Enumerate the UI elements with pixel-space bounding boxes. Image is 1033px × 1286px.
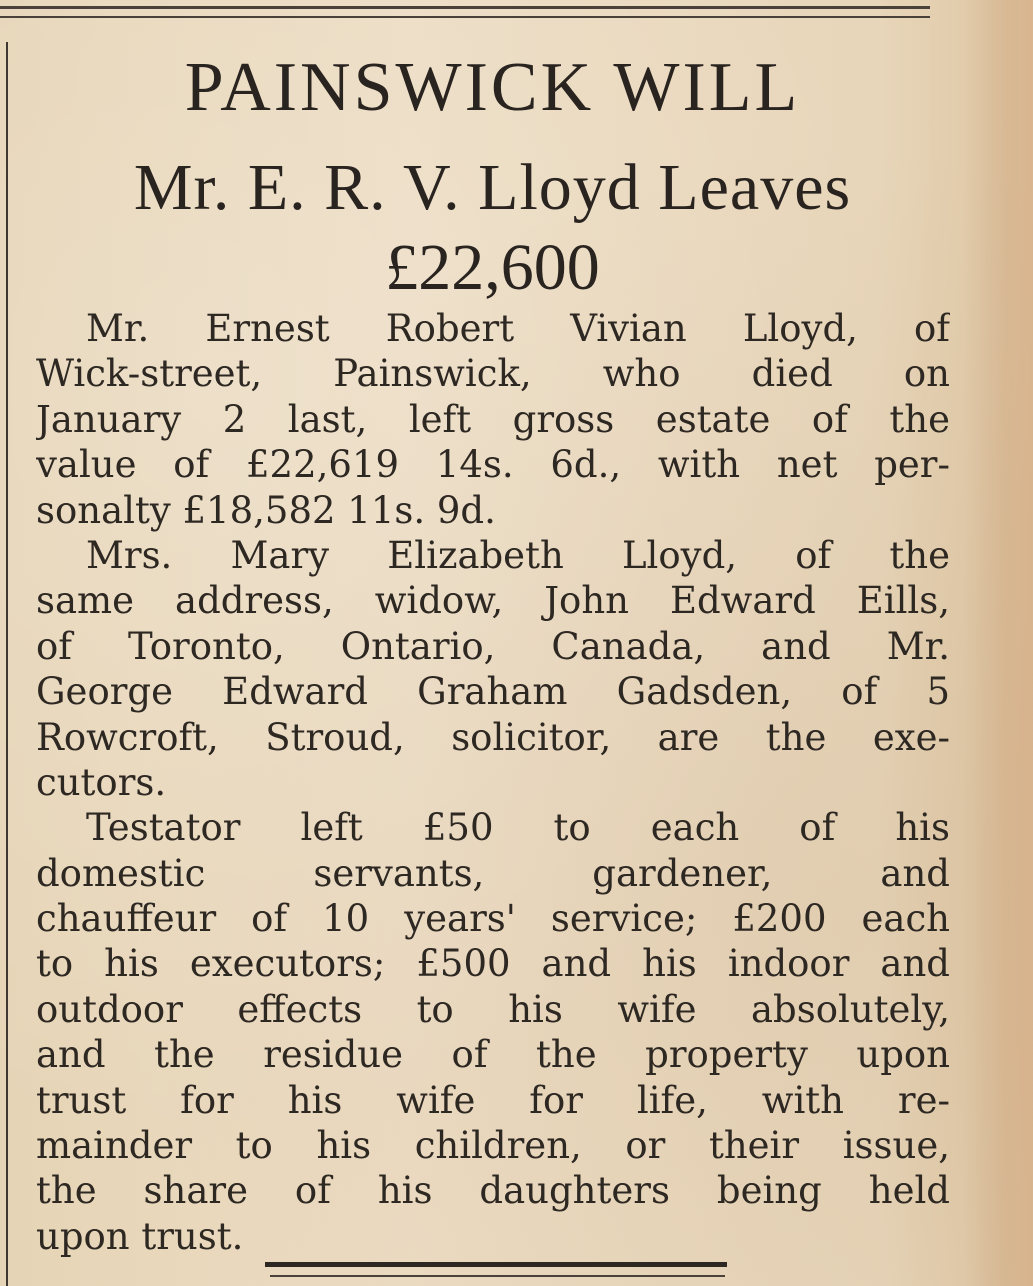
paragraph-3-line-5: outdoor effects to his wife absolutely, xyxy=(36,987,950,1031)
paragraph-3-line-9: the share of his daughters being held xyxy=(36,1169,950,1213)
article-body xyxy=(36,306,950,1259)
paragraph-3-line-1: Testator left £50 to each of his xyxy=(86,806,950,850)
headline: PAINSWICK WILL xyxy=(184,49,801,126)
paragraph-1-line-2: Wick-street, Painswick, who died on xyxy=(36,352,950,396)
bottom-rule-thin xyxy=(270,1275,725,1277)
subheadline: Mr. E. R. V. Lloyd Leaves xyxy=(133,151,852,224)
paragraph-2-line-2: same address, widow, John Edward Eills, xyxy=(36,579,950,623)
paragraph-3-line-6: and the residue of the property upon xyxy=(36,1033,950,1077)
paragraph-1-line-3: January 2 last, left gross estate of the xyxy=(36,397,950,441)
bottom-rule xyxy=(265,1262,727,1267)
paragraph-3-line-7: trust for his wife for life, with re- xyxy=(36,1078,950,1122)
paragraph-1-line-5: sonalty £18,582 11s. 9d. xyxy=(36,488,496,532)
paragraph-3-line-2: domestic servants, gardener, and xyxy=(36,851,950,895)
top-rule xyxy=(0,6,930,9)
paragraph-3-line-4: to his executors; £500 and his indoor and xyxy=(36,942,950,986)
paragraph-3-line-10: upon trust. xyxy=(36,1214,244,1258)
paragraph-2-line-1: Mrs. Mary Elizabeth Lloyd, of the xyxy=(86,533,950,577)
paragraph-2-line-3: of Toronto, Ontario, Canada, and Mr. xyxy=(36,624,950,668)
top-rule-thin xyxy=(0,16,930,18)
paragraph-3-line-8: mainder to his children, or their issue, xyxy=(36,1124,950,1168)
subheadline-amount: £22,600 xyxy=(385,231,600,304)
paragraph-3-line-3: chauffeur of 10 years' service; £200 each xyxy=(36,897,950,941)
paragraph-2-line-5: Rowcroft, Stroud, solicitor, are the exe- xyxy=(36,715,950,759)
paragraph-1-line-1: Mr. Ernest Robert Vivian Lloyd, of xyxy=(86,307,950,350)
paragraph-2-line-6: cutors. xyxy=(36,760,167,804)
paragraph-2-line-4: George Edward Graham Gadsden, of 5 xyxy=(36,670,950,714)
paragraph-1-line-4: value of £22,619 14s. 6d., with net per- xyxy=(36,443,950,487)
